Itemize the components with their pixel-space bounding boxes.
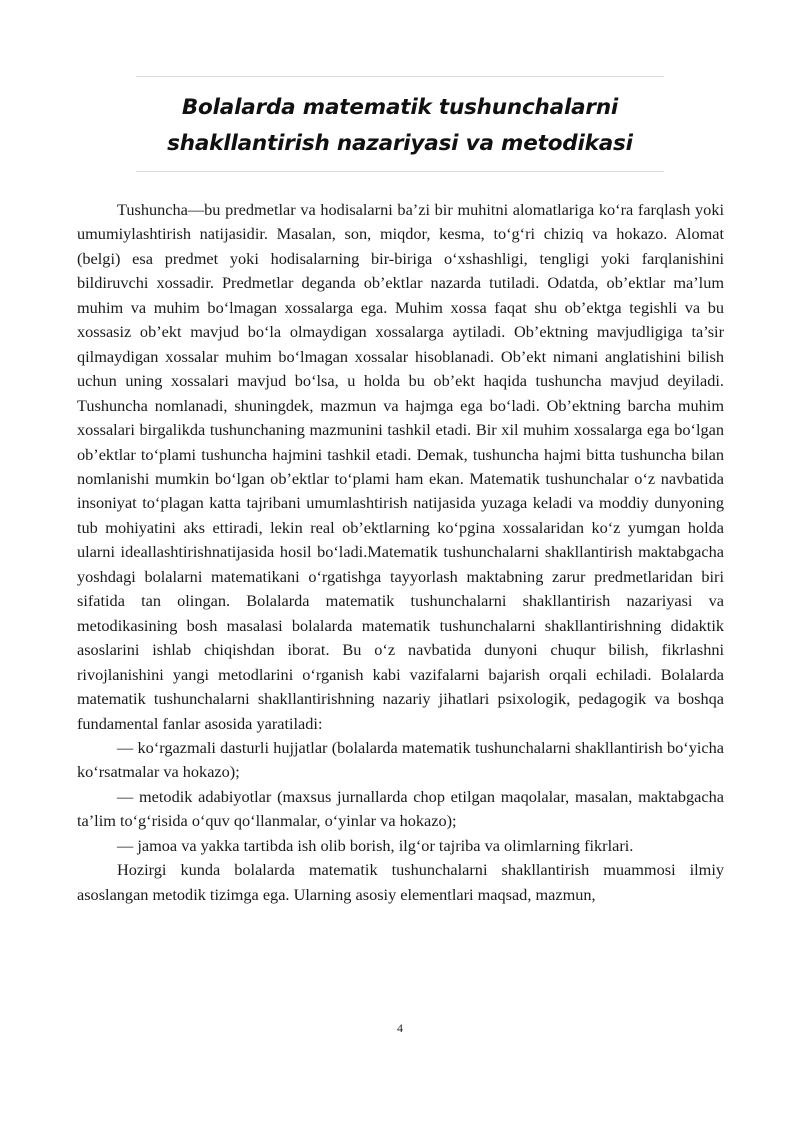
document-body bbox=[77, 198, 724, 907]
document-title-line-1: Bolalarda matematik tushunchalarni bbox=[181, 95, 619, 120]
paragraph-current-state: Hozirgi kunda bolalarda matematik tushunchalarni shakllantirish muammosi ilmiy asoslangan metodik tizimga ega. Ularning asosiy elementlari maqsad, mazmun, bbox=[77, 860, 724, 904]
title-bottom-rule bbox=[136, 171, 664, 172]
page-number: 4 bbox=[397, 1021, 403, 1035]
list-item-visual-documents: — ko‘rgazmali dasturli hujjatlar (bolalarda matematik tushunchalarni shakllantirish bo‘yicha ko‘rsatmalar va hokazo); bbox=[77, 737, 724, 782]
list-item-collective-work: — jamoa va yakka tartibda ish olib borish, ilg‘or tajriba va olimlarning fikrlari. bbox=[117, 835, 634, 855]
paragraph-concept-definition: Tushuncha—bu predmetlar va hodisalarni ba’zi bir muhitni alomatlariga ko‘ra farqlash yoki umumiylashtirish natijasidir. Masalan, son, miqdor, kesma, to‘g‘ri chiziq va hokazo. Alomat (belgi) esa predmet yoki hodisalarning bir-biriga o‘xshashligi, tengligi yoki farqlanishini bildiruvchi xossadir. Predmetlar deganda ob’ektlar nazarda tutiladi. Odatda, ob’ektlar ma’lum muhim va muhim bo‘lmagan xossalarga ega. Muhim xossa faqat shu ob’ektga tegishli va bu xossasiz ob’ekt mavjud bo‘la olmaydigan xossalarga aytiladi. Ob’ektning mavjudligiga ta’sir qilmaydigan xossalar muhim bo‘lmagan xossalar hisoblanadi. Ob’ekt nimani anglatishini bilish uchun uning xossalari mavjud bo‘lsa, u holda bu ob’ekt haqida tushuncha mavjud deyiladi. Tushuncha nomlanadi, shuningdek, mazmun va hajmga ega bo‘ladi. Ob’ektning barcha muhim xossalari birgalikda tushunchaning mazmunini tashkil etadi. Bir xil muhim xossalarga ega bo‘lgan ob’ektlar to‘plami tushuncha hajmini tashkil etadi. Demak, tushuncha hajmi bitta tushuncha bilan nomlanishi mumkin bo‘lgan ob’ektlar to‘plami ham ekan. Matematik tushunchalar o‘z navbatida insoniyat to‘plagan katta tajribani umumlashtirish natijasida yuzaga keladi va moddiy dunyoning tub mohiyatini aks ettiradi, lekin real ob’ektlarning ko‘pgina xossalaridan ko‘z yumgan holda ularni ideallashtirishnatijasida hosil bo‘ladi.Matematik tushunchalarni shakllantirish maktabgacha yoshdagi bolalarni matematikani o‘rgatishga tayyorlash maktabning zarur predmetlaridan biri sifatida tan olingan. Bolalarda matematik tushunchalarni shakllantirish nazariyasi va metodikasining bosh masalasi bolalarda matematik tushunchalarni shakllantirishning didaktik asoslarini ishlab chiqishdan iborat. Bu o‘z navbatida dunyoni chuqur bilish, fikrlashni rivojlanishini yangi metodlarini o‘rganish kabi vazifalarni bajarish orqali echiladi. Bolalarda matematik tushunchalarni shakllantirishning nazariy jihatlari psixologik, pedagogik va boshqa fundamental fanlar asosida yaratiladi: bbox=[77, 200, 724, 733]
document-title bbox=[100, 90, 700, 162]
title-top-rule bbox=[136, 76, 664, 77]
list-item-methodical-literature: — metodik adabiyotlar (maxsus jurnallarda chop etilgan maqolalar, masalan, maktabgacha ta’lim to‘g‘risida o‘quv qo‘llanmalar, o‘yinlar va hokazo); bbox=[77, 786, 724, 831]
document-title-line-2: shakllantirish nazariyasi va metodikasi bbox=[167, 131, 633, 156]
